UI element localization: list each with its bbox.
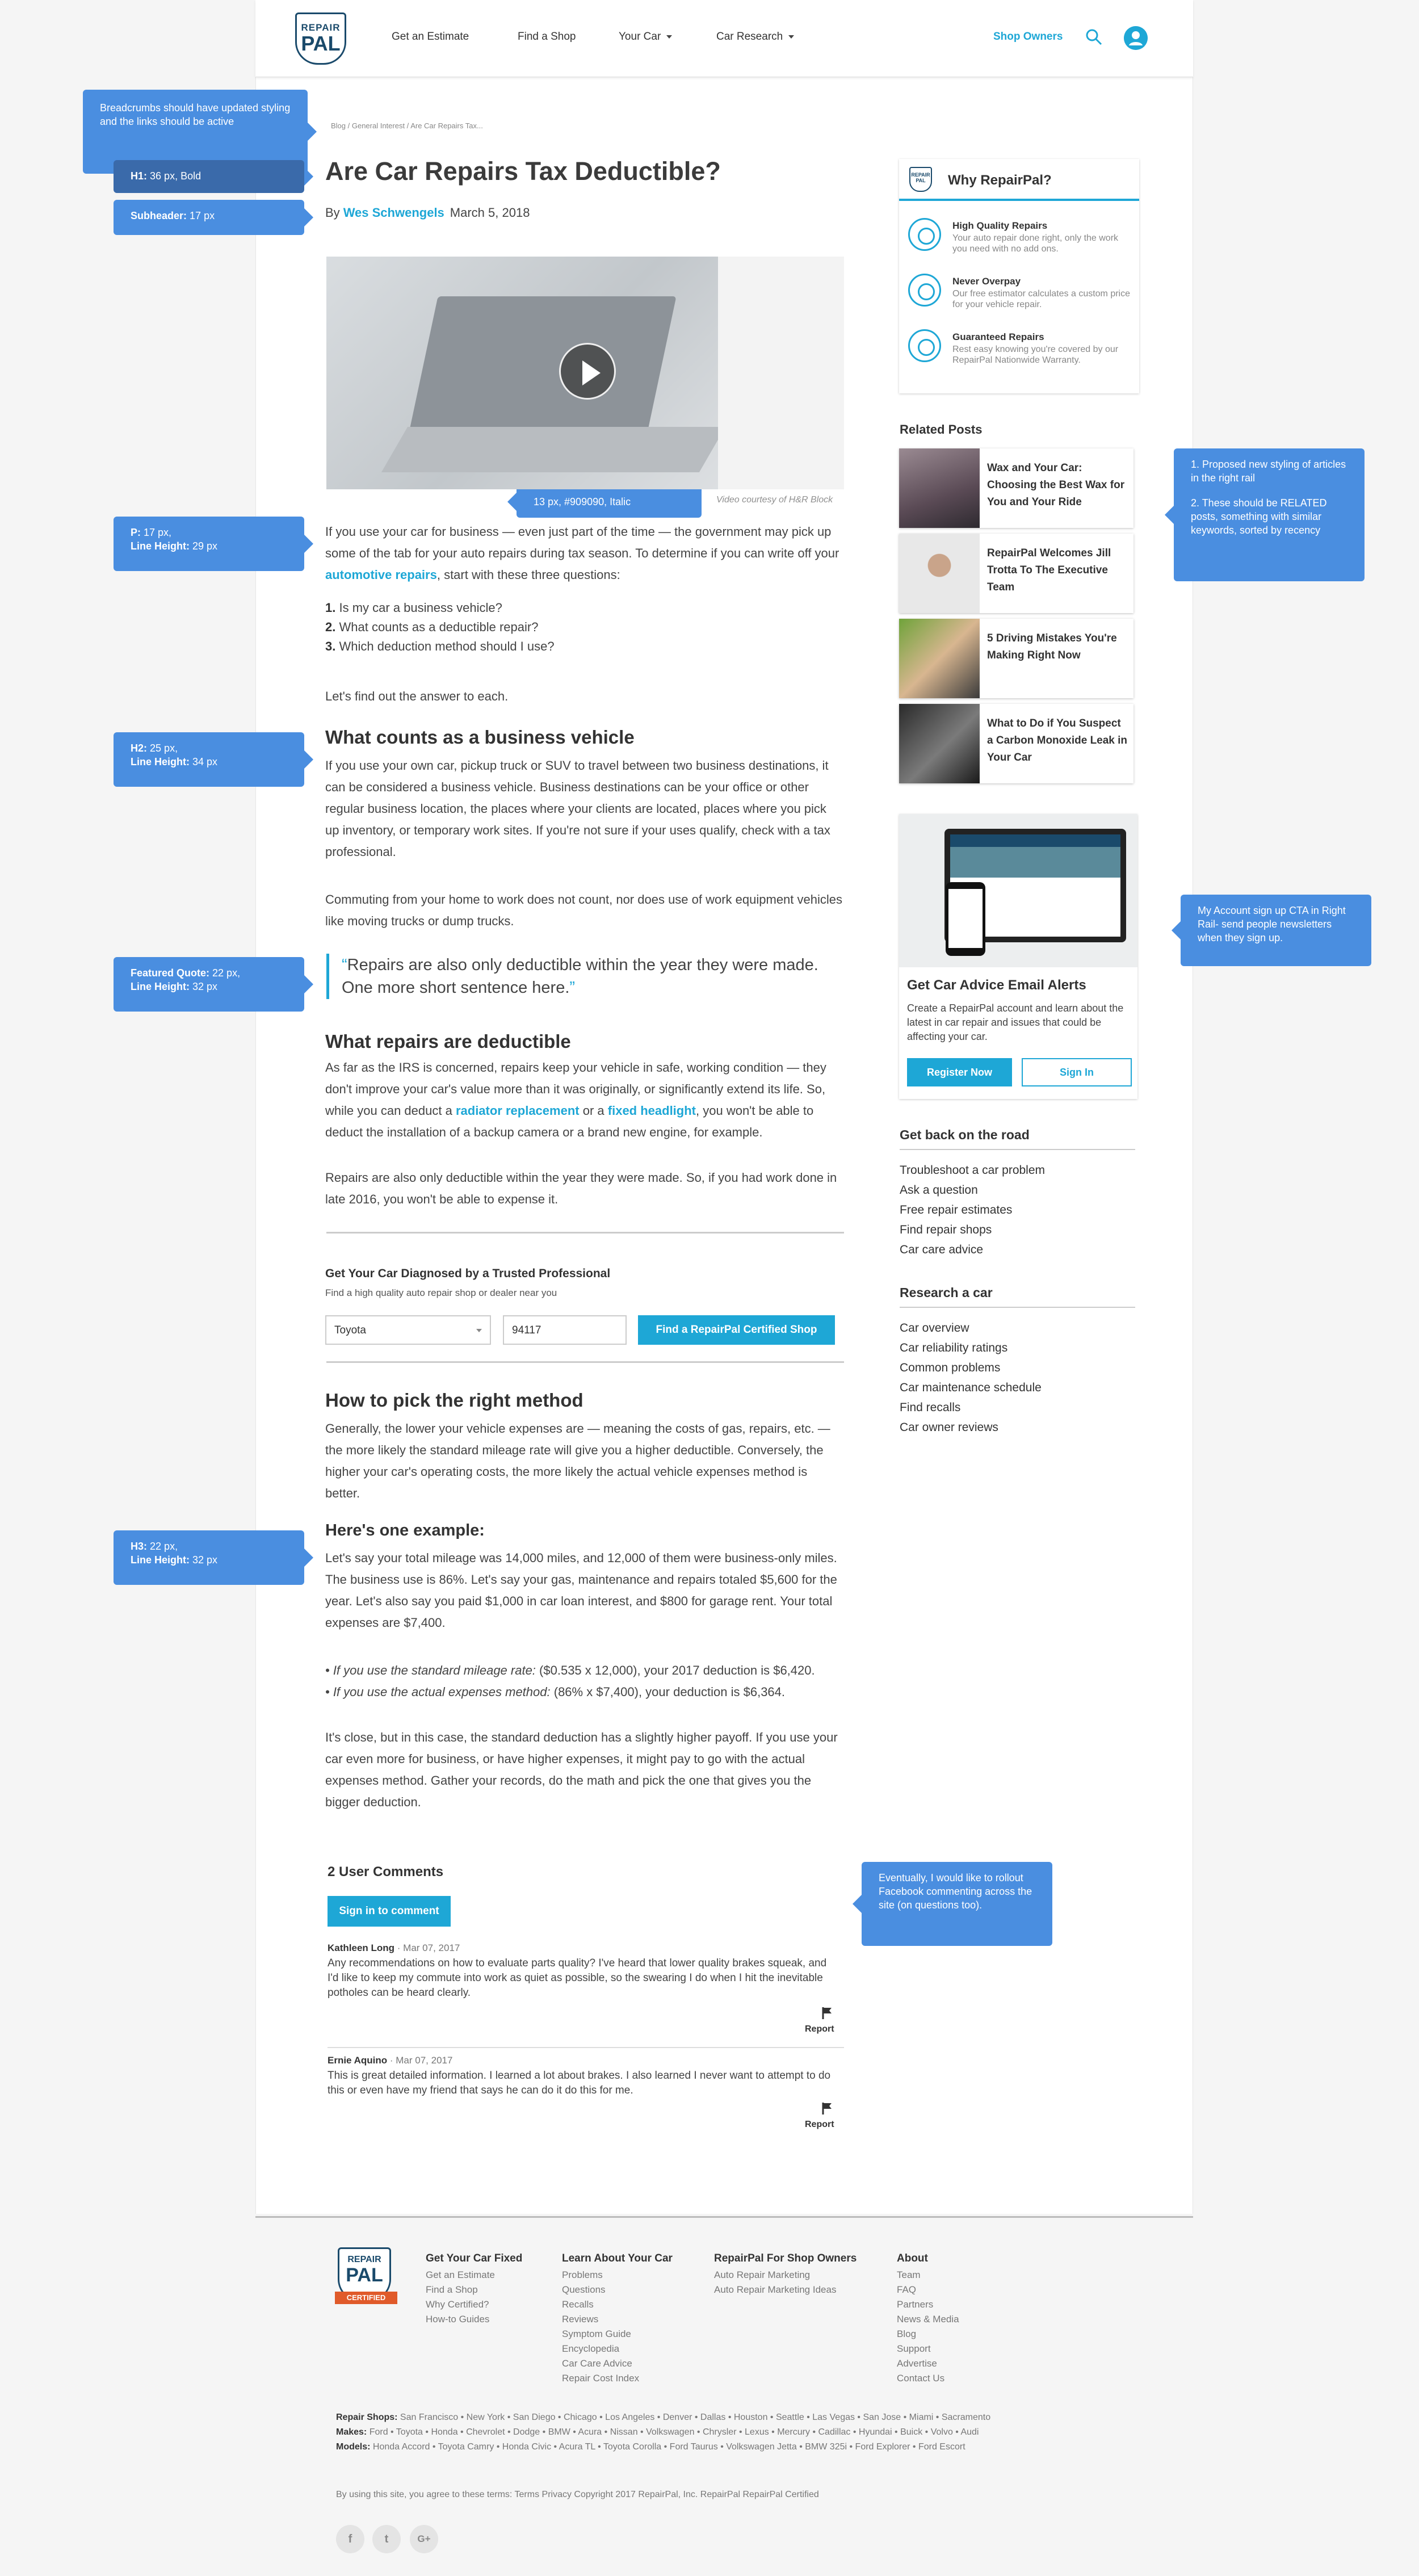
road-link[interactable]: Find repair shops <box>900 1223 992 1236</box>
repairs-or: or a <box>582 1104 604 1118</box>
footer-link[interactable]: Auto Repair Marketing Ideas <box>714 2284 837 2295</box>
footer-link[interactable]: Repair Cost Index <box>562 2373 640 2384</box>
list-text: What counts as a deductible repair? <box>339 620 539 634</box>
comment-meta <box>328 2055 452 2066</box>
comment-author[interactable]: Kathleen Long <box>328 1943 395 1953</box>
divider <box>900 1149 1135 1150</box>
twitter-icon[interactable]: t <box>372 2525 401 2553</box>
note-spec: 17 px <box>190 210 215 221</box>
intro-text-end: , start with these three questions: <box>436 568 620 582</box>
related-post-title: What to Do if You Suspect a Carbon Monoxide Leak in Your Car <box>987 718 1128 763</box>
why-header <box>899 159 1139 201</box>
report-link[interactable]: Report <box>805 2120 834 2129</box>
repairs-paragraph-2: Repairs are also only deductible within the year they were made. So, if you had work done in late 2016, you won't be able to expense it. <box>325 1170 837 1206</box>
note-paragraph <box>114 517 304 571</box>
note-label: Line Height: <box>131 1554 190 1566</box>
flag-icon[interactable] <box>822 2006 833 2020</box>
shop-owners-link[interactable]: Shop Owners <box>993 31 1063 43</box>
note-facebook-comments: Eventually, I would like to rollout Facebook commenting across the site (on questions too). <box>862 1862 1052 1946</box>
note-related-1: 1. Proposed new styling of articles in the right rail <box>1191 459 1346 484</box>
find-answer-text: Let's find out the answer to each. <box>325 689 509 703</box>
heading-deductible-repairs: What repairs are deductible <box>325 1031 571 1052</box>
why-item-desc: Rest easy knowing you're covered by our RepairPal Nationwide Warranty. <box>952 345 1119 365</box>
divider <box>328 2047 844 2048</box>
page-title: Are Car Repairs Tax Deductible? <box>325 157 721 186</box>
keyboard-image <box>381 427 725 472</box>
research-link[interactable]: Car reliability ratings <box>900 1341 1008 1354</box>
footer-col-title: Learn About Your Car <box>562 2252 673 2264</box>
comment-text: Any recommendations on how to evaluate parts quality? I've heard that lower quality brakes squeak, and I'd like to keep my commute into work as quiet as possible, so the swearing I do when I hit the inevitable potholes can be heard clearly. <box>328 1957 827 1999</box>
intro-paragraph <box>325 521 843 586</box>
why-repairpal-card <box>899 159 1139 393</box>
money-icon <box>908 274 941 307</box>
heading-business-vehicle: What counts as a business vehicle <box>325 727 635 748</box>
find-shop-button[interactable]: Find a RepairPal Certified Shop <box>638 1315 835 1345</box>
nav-get-estimate[interactable]: Get an Estimate <box>392 31 469 43</box>
logo-text-bottom: PAL <box>301 32 341 55</box>
footer-link[interactable]: How-to Guides <box>426 2314 490 2325</box>
note-related-posts <box>1174 448 1365 581</box>
research-links-title: Research a car <box>900 1285 993 1300</box>
make-select-value: Toyota <box>334 1324 366 1336</box>
footer-link[interactable]: Why Certified? <box>426 2299 489 2310</box>
footer-link[interactable]: Team <box>897 2269 921 2280</box>
nav-car-research[interactable] <box>716 31 794 43</box>
research-link[interactable]: Car owner reviews <box>900 1421 998 1434</box>
note-spec: 25 px, <box>150 742 178 754</box>
note-label: Subheader: <box>131 210 187 221</box>
note-account-cta: My Account sign up CTA in Right Rail- send people newsletters when they sign up. <box>1181 895 1371 966</box>
footer-link[interactable]: Advertise <box>897 2358 937 2369</box>
why-item-title: Guaranteed Repairs <box>952 332 1044 342</box>
footer-col-title: Get Your Car Fixed <box>426 2252 523 2264</box>
bullet-actual-expenses <box>325 1681 843 1703</box>
footer-makes <box>336 2427 979 2437</box>
footer-models <box>336 2442 965 2452</box>
account-signup-card <box>899 814 1137 1099</box>
note-spec: 36 px, Bold <box>150 170 201 182</box>
comment-author[interactable]: Ernie Aquino <box>328 2055 388 2066</box>
research-link[interactable]: Car maintenance schedule <box>900 1381 1042 1394</box>
related-post-title: RepairPal Welcomes Jill Trotta To The Executive Team <box>987 547 1111 593</box>
why-title: Why RepairPal? <box>948 173 1052 188</box>
footer-link[interactable]: Reviews <box>562 2314 599 2325</box>
divider <box>326 1361 844 1363</box>
note-h1 <box>114 160 304 193</box>
note-label: Featured Quote: <box>131 967 210 979</box>
footer-legal: By using this site, you agree to these terms: Terms Privacy Copyright 2017 RepairPal, Inc. RepairPal RepairPal Certified <box>336 2490 819 2499</box>
bullet-label: • If you use the actual expenses method: <box>325 1685 551 1699</box>
note-label: Line Height: <box>131 540 190 552</box>
play-icon[interactable] <box>559 343 616 400</box>
divider <box>900 1307 1135 1308</box>
author-link[interactable]: Wes Schwengels <box>343 205 444 220</box>
footer-link[interactable]: Contact Us <box>897 2373 945 2384</box>
commuting-paragraph: Commuting from your home to work does not count, nor does use of work equipment vehicles like moving trucks or dump trucks. <box>325 892 843 928</box>
why-item-title: Never Overpay <box>952 276 1021 287</box>
quality-icon <box>908 218 941 251</box>
byline-by: By <box>325 205 340 220</box>
road-link[interactable]: Car care advice <box>900 1243 984 1256</box>
thumbs-up-icon <box>908 329 941 362</box>
sign-in-to-comment-button[interactable]: Sign in to comment <box>328 1896 451 1927</box>
footer-link[interactable]: Recalls <box>562 2299 594 2310</box>
question-list <box>325 598 555 656</box>
account-description: Create a RepairPal account and learn about the latest in car repair and issues that could be affecting your car. <box>907 1002 1124 1042</box>
note-label: P: <box>131 527 141 538</box>
video-caption: Video courtesy of H&R Block <box>716 495 833 505</box>
bullet-label: • If you use the standard mileage rate: <box>325 1663 536 1677</box>
footer-row-links[interactable]: Ford • Toyota • Honda • Chevrolet • Dodge • BMW • Acura • Nissan • Volkswagen • Chrysler • Lexus • Mercury • Cadillac • Hyundai • Buick • Volvo • Audi <box>369 2427 979 2437</box>
example-paragraph: Let's say your total mileage was 14,000 miles, and 12,000 of them were business-only miles. The business use is 86%. Let's say your gas, maintenance and repairs totaled $5,600 for the year. Let's also say you paid $1,000 in car loan interest, and $800 for garage rent. Your total expenses are $7,400. <box>325 1551 837 1630</box>
list-item <box>325 618 555 637</box>
bullet-standard-mileage <box>325 1660 843 1681</box>
person-image <box>718 257 844 489</box>
footer-col-title: RepairPal For Shop Owners <box>714 2252 857 2264</box>
chevron-down-icon <box>788 35 794 39</box>
logo-text-top: REPAIR <box>301 22 341 33</box>
comment-meta <box>328 1943 460 1954</box>
intro-text: If you use your car for business — even just part of the time — the government may pick up some of the tab for your auto repairs during tax season. To determine if you can write off your <box>325 525 839 560</box>
list-text: Is my car a business vehicle? <box>339 601 502 615</box>
fixed-headlight-link[interactable]: fixed headlight <box>607 1104 696 1118</box>
note-label: Line Height: <box>131 981 190 992</box>
related-post-title: Wax and Your Car: Choosing the Best Wax for You and Your Ride <box>987 462 1125 508</box>
footer-link[interactable]: Find a Shop <box>426 2284 478 2295</box>
related-post[interactable] <box>899 704 1133 783</box>
register-button[interactable]: Register Now <box>907 1058 1012 1086</box>
search-icon[interactable] <box>1085 28 1102 45</box>
note-label: H1: <box>131 170 148 182</box>
footer-row-links[interactable]: San Francisco • New York • San Diego • Chicago • Los Angeles • Denver • Dallas • Houston • Seattle • Las Vegas • San Jose • Miami • Sacramento <box>400 2413 991 2422</box>
footer-link[interactable]: Car Care Advice <box>562 2358 632 2369</box>
road-link[interactable]: Ask a question <box>900 1184 978 1197</box>
related-post-thumbnail <box>899 704 980 783</box>
repairs-text-end: , you won't be able to deduct the installation of a backup camera or a brand new engine, for example. <box>325 1104 814 1139</box>
research-link[interactable]: Find recalls <box>900 1401 961 1414</box>
comments-title: 2 User Comments <box>328 1864 444 1879</box>
nav-car-research-label: Car Research <box>716 31 783 43</box>
footer-link[interactable]: Symptom Guide <box>562 2329 631 2339</box>
note-label: H2: <box>131 742 148 754</box>
footer-row-label: Makes: <box>336 2427 367 2437</box>
radiator-replacement-link[interactable]: radiator replacement <box>455 1104 580 1118</box>
note-spec: 17 px, <box>144 527 172 538</box>
chevron-down-icon <box>476 1329 482 1332</box>
google-plus-icon[interactable]: G+ <box>410 2525 438 2553</box>
related-post[interactable] <box>899 448 1133 528</box>
chevron-down-icon <box>666 35 672 39</box>
closing-paragraph: It's close, but in this case, the standard deduction has a slightly higher payoff. If you use your car even more for business, or have higher expenses, it might pay to go with the actual expenses method. Gather your records, do the math and pick the one that gives you the bigger deduction. <box>325 1730 838 1809</box>
note-related-2: 2. These should be RELATED posts, something with similar keywords, sorted by recency <box>1191 497 1327 536</box>
footer-link[interactable]: Get an Estimate <box>426 2269 495 2280</box>
nav-your-car-label: Your Car <box>619 31 661 43</box>
footer-link[interactable]: Problems <box>562 2269 603 2280</box>
comment-date: · Mar 07, 2017 <box>397 1943 460 1953</box>
comment-text: This is great detailed information. I learned a lot about brakes. I also learned I never want to attempt to do this or even have my friend that says he can do it do this for me. <box>328 2070 831 2096</box>
related-post[interactable] <box>899 534 1133 613</box>
divider <box>326 1232 844 1234</box>
nav-find-shop[interactable]: Find a Shop <box>518 31 576 43</box>
list-text: Which deduction method should I use? <box>339 639 555 653</box>
footer-row-links[interactable]: Honda Accord • Toyota Camry • Honda Civic • Acura TL • Toyota Corolla • Ford Taurus • Volkswagen Jetta • BMW 325i • Ford Explorer • Ford Escort <box>372 2442 965 2452</box>
why-item-desc: Your auto repair done right, only the work you need with no add ons. <box>952 233 1119 254</box>
repairpal-certified-logo[interactable] <box>335 2247 397 2313</box>
note-spec: 29 px <box>192 540 218 552</box>
research-link[interactable]: Car overview <box>900 1321 969 1335</box>
flag-icon[interactable] <box>822 2101 833 2115</box>
facebook-icon[interactable]: f <box>336 2525 364 2553</box>
devices-image <box>899 814 1137 967</box>
research-link[interactable]: Common problems <box>900 1361 1001 1374</box>
logo-text-top: REPAIR <box>347 2255 381 2264</box>
quote-text: Repairs are also only deductible within the year they were made. One more short sentence here. <box>342 956 818 997</box>
note-spec: 22 px, <box>150 1541 178 1552</box>
related-post-title: 5 Driving Mistakes You're Making Right Now <box>987 632 1117 661</box>
user-avatar-icon[interactable] <box>1124 26 1148 50</box>
note-h3 <box>114 1530 304 1585</box>
related-post-thumbnail <box>899 448 980 528</box>
phone-image <box>946 882 985 956</box>
quote-mark-open: “ <box>342 956 347 974</box>
heading-example: Here's one example: <box>325 1521 485 1539</box>
repairpal-mini-logo: REPAIR PAL <box>909 167 932 192</box>
footer-col-title: About <box>897 2252 928 2264</box>
comment-date: · Mar 07, 2017 <box>389 2055 453 2066</box>
footer-link[interactable]: FAQ <box>897 2284 917 2295</box>
repairs-paragraph <box>325 1057 843 1143</box>
repairs-text: As far as the IRS is concerned, repairs keep your vehicle in safe, working condition — they don't improve your car's value more than it was originally, or significantly extend its life. So, while you can deduct a <box>325 1060 826 1118</box>
byline <box>325 205 530 220</box>
note-label: H3: <box>131 1541 148 1552</box>
automotive-repairs-link[interactable]: automotive repairs <box>325 568 437 582</box>
make-select[interactable] <box>325 1315 491 1345</box>
zip-input[interactable]: 94117 <box>503 1315 627 1345</box>
footer-link[interactable]: Questions <box>562 2284 606 2295</box>
note-breadcrumbs: Breadcrumbs should have updated styling and the links should be active <box>83 90 308 174</box>
note-h2 <box>114 732 304 787</box>
note-featured-quote <box>114 957 304 1012</box>
business-paragraph: If you use your own car, pickup truck or SUV to travel between two business destinations, it can be considered a business vehicle. Business destinations can be your office or other regular business location, the places where your clients are located, places where you pick up inventory, or temporary work sites. If you're not sure if your uses qualify, check with a tax professional. <box>325 758 830 859</box>
heading-right-method: How to pick the right method <box>325 1390 583 1411</box>
road-links-title: Get back on the road <box>900 1127 1030 1142</box>
note-spec: 22 px, <box>212 967 241 979</box>
note-spec: 32 px <box>192 981 218 992</box>
nav-your-car[interactable] <box>619 31 672 43</box>
repairpal-logo[interactable] <box>295 12 346 65</box>
account-title: Get Car Advice Email Alerts <box>907 977 1086 993</box>
road-link[interactable]: Free repair estimates <box>900 1203 1013 1216</box>
breadcrumb[interactable]: Blog / General Interest / Are Car Repairs Tax... <box>331 121 483 130</box>
note-label: Line Height: <box>131 756 190 767</box>
note-caption: 13 px, #909090, Italic <box>517 486 702 518</box>
footer-row-label: Repair Shops: <box>336 2413 398 2422</box>
footer-link[interactable]: Support <box>897 2343 931 2354</box>
list-number: 1. <box>325 601 336 615</box>
quote-mark-close: ” <box>569 979 576 997</box>
bullet-text: (86% x $7,400), your deduction is $6,364. <box>553 1685 786 1699</box>
shop-cta-title: Get Your Car Diagnosed by a Trusted Professional <box>325 1267 611 1280</box>
featured-quote <box>326 954 844 999</box>
footer-divider <box>255 2216 1193 2218</box>
why-item-desc: Our free estimator calculates a custom price for your vehicle repair. <box>952 289 1131 309</box>
footer-link[interactable]: Encyclopedia <box>562 2343 620 2354</box>
note-spec: 32 px <box>192 1554 218 1566</box>
site-header <box>255 0 1193 77</box>
method-paragraph: Generally, the lower your vehicle expenses are — meaning the costs of gas, repairs, etc. — the more likely the standard mileage rate will give you a higher deductible. Conversely, the higher your car's operating costs, the more likely the actual vehicle expenses method is better. <box>325 1421 830 1500</box>
note-subheader <box>114 200 304 235</box>
list-number: 3. <box>325 639 336 653</box>
footer-link[interactable]: Auto Repair Marketing <box>714 2269 811 2280</box>
footer-row-label: Models: <box>336 2442 371 2452</box>
publish-date: March 5, 2018 <box>450 205 530 220</box>
certified-ribbon: CERTIFIED <box>335 2292 397 2304</box>
bullet-text: ($0.535 x 12,000), your 2017 deduction is $6,420. <box>539 1663 815 1677</box>
footer-link[interactable]: Blog <box>897 2329 917 2339</box>
related-posts-title: Related Posts <box>900 422 983 437</box>
list-item <box>325 637 555 656</box>
logo-text-bottom: PAL <box>346 2264 383 2286</box>
related-post-thumbnail <box>899 619 980 698</box>
report-link[interactable]: Report <box>805 2024 834 2034</box>
footer-link[interactable]: News & Media <box>897 2314 959 2325</box>
footer-repair-shops <box>336 2413 990 2423</box>
related-post[interactable] <box>899 619 1133 698</box>
laptop-image <box>408 296 676 438</box>
sign-in-button[interactable]: Sign In <box>1022 1058 1132 1086</box>
list-item <box>325 598 555 618</box>
footer-link[interactable]: Partners <box>897 2299 934 2310</box>
shop-cta-subtitle: Find a high quality auto repair shop or dealer near you <box>325 1287 557 1298</box>
note-spec: 34 px <box>192 756 218 767</box>
why-item-title: High Quality Repairs <box>952 220 1048 231</box>
road-link[interactable]: Troubleshoot a car problem <box>900 1164 1046 1177</box>
video-player[interactable] <box>326 257 844 489</box>
list-number: 2. <box>325 620 336 634</box>
related-post-thumbnail <box>899 534 980 613</box>
